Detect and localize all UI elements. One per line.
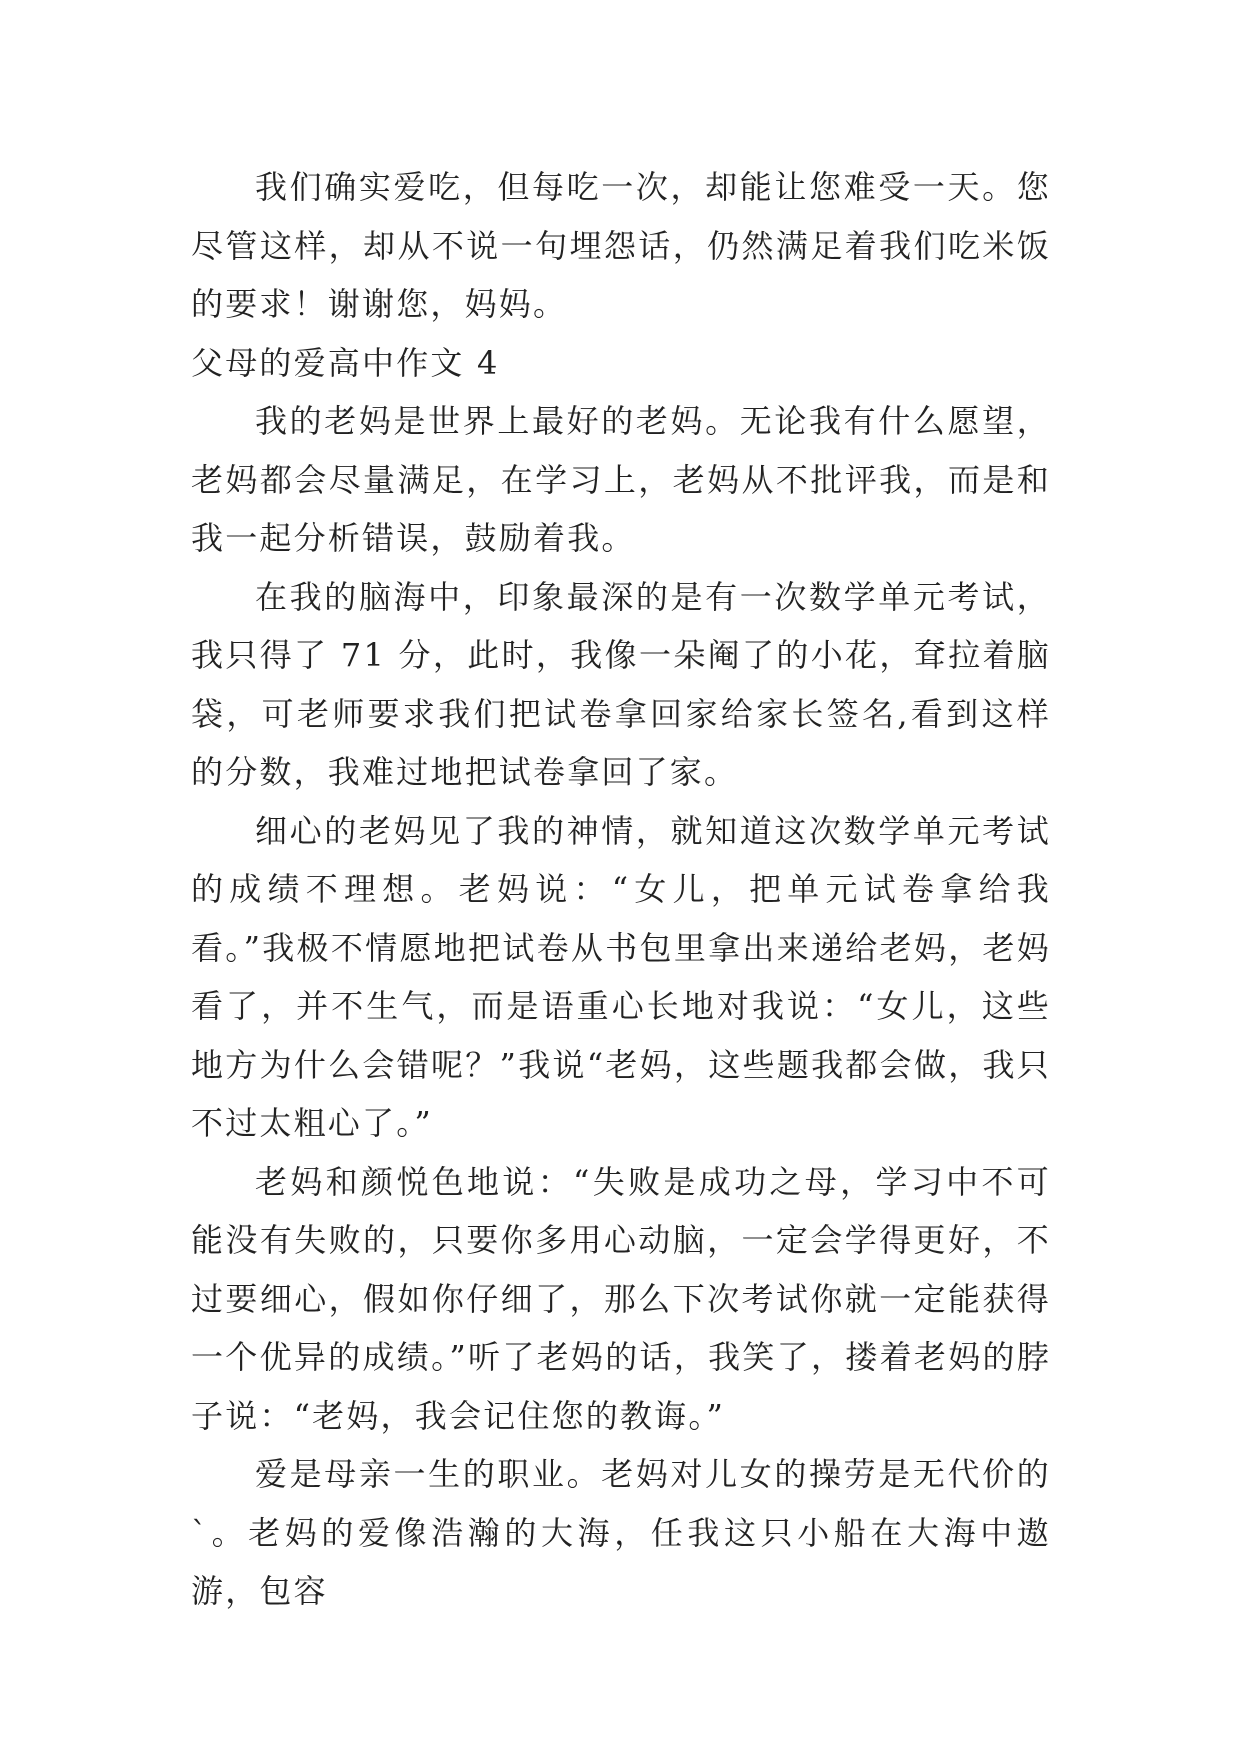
- document-body: [191, 158, 1051, 1621]
- paragraph-2: 我的老妈是世界上最好的老妈。无论我有什么愿望，老妈都会尽量满足，在学习上，老妈从不批评我，而是和我一起分析错误，鼓励着我。: [191, 402, 1051, 557]
- paragraph-3: 在我的脑海中，印象最深的是有一次数学单元考试，我只得了 71 分，此时，我像一朵阉了的小花，耷拉着脑袋，可老师要求我们把试卷拿回家给家长签名,看到这样的分数，我难过地把试卷拿回了家。: [191, 577, 1051, 791]
- section-heading: 父母的爱高中作文 4: [191, 343, 500, 382]
- paragraph-5: 老妈和颜悦色地说：“失败是成功之母，学习中不可能没有失败的，只要你多用心动脑，一定会学得更好，不过要细心，假如你仔细了，那么下次考试你就一定能获得一个优异的成绩。”听了老妈的话，我笑了，搂着老妈的脖子说：“老妈，我会记住您的教诲。”: [191, 1162, 1051, 1435]
- paragraph-4: 细心的老妈见了我的神情，就知道这次数学单元考试的成绩不理想。老妈说：“女儿，把单元试卷拿给我看。”我极不情愿地把试卷从书包里拿出来递给老妈，老妈看了，并不生气，而是语重心长地对我说：“女儿，这些地方为什么会错呢？”我说“老妈，这些题我都会做，我只不过太粗心了。”: [191, 811, 1051, 1142]
- paragraph-1: 我们确实爱吃，但每吃一次，却能让您难受一天。您尽管这样，却从不说一句埋怨话，仍然满足着我们吃米饭的要求！谢谢您，妈妈。: [191, 168, 1051, 323]
- paragraph-6: 爱是母亲一生的职业。老妈对儿女的操劳是无代价的`。老妈的爱像浩瀚的大海，任我这只小船在大海中遨游，包容: [191, 1455, 1051, 1610]
